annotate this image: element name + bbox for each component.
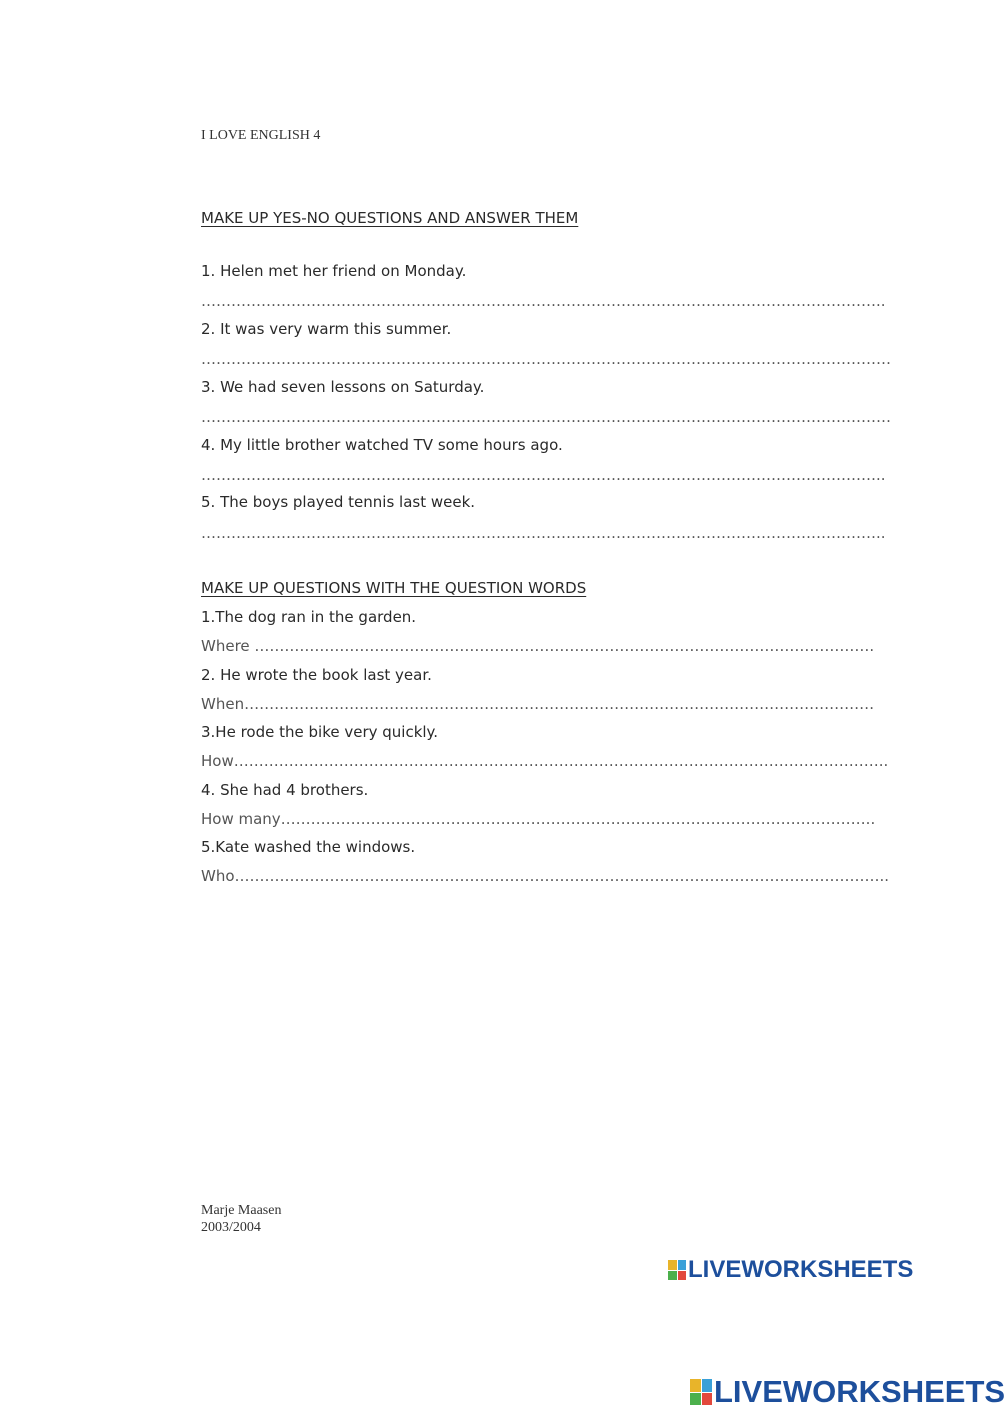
author-year: 2003/2004 [201, 1220, 261, 1235]
answer-line-5[interactable]: ……………………………………………………………………………………………………………………….. [201, 524, 886, 542]
liveworksheets-watermark-icon [690, 1379, 712, 1405]
statement-4: 4. She had 4 brothers. [201, 781, 369, 799]
worksheet-header: I LOVE ENGLISH 4 [201, 128, 321, 143]
question-line-when[interactable]: When……………………………………………………………………………………………………………… [201, 695, 875, 713]
answer-line-4[interactable]: ……………………………………………………………………………………………………………………….. [201, 466, 886, 484]
statement-1: 1.The dog ran in the garden. [201, 608, 417, 626]
sentence-3: 3. We had seven lessons on Saturday. [201, 378, 485, 396]
question-line-how[interactable]: How………………………………………………………………………………………………………………….. [201, 752, 889, 770]
liveworksheets-logo [668, 1256, 913, 1284]
liveworksheets-logo-text: LIVEWORKSHEETS [688, 1256, 914, 1283]
section-title-question-words: MAKE UP QUESTIONS WITH THE QUESTION WORDS [201, 579, 587, 597]
question-line-who[interactable]: Who………………………………………………………………………………………………………………….. [201, 867, 890, 885]
liveworksheets-watermark [690, 1374, 1005, 1410]
sentence-4: 4. My little brother watched TV some hours ago. [201, 436, 563, 454]
answer-line-3[interactable]: ………………………………………………………………………………………………………………………… [201, 408, 891, 426]
answer-line-1[interactable]: ……………………………………………………………………………………………………………………….. [201, 292, 886, 310]
question-line-where[interactable]: Where ……………………………………………………………………………………………………………. [201, 637, 875, 655]
answer-line-2[interactable]: ………………………………………………………………………………………………………………………… [201, 350, 891, 368]
statement-5: 5.Kate washed the windows. [201, 838, 416, 856]
sentence-2: 2. It was very warm this summer. [201, 320, 452, 338]
section-title-yes-no: MAKE UP YES-NO QUESTIONS AND ANSWER THEM [201, 209, 579, 227]
sentence-5: 5. The boys played tennis last week. [201, 493, 476, 511]
sentence-1: 1. Helen met her friend on Monday. [201, 262, 467, 280]
question-line-how-many[interactable]: How many……………………………………………………………………………………………………….. [201, 810, 876, 828]
author-name: Marje Maasen [201, 1203, 282, 1218]
liveworksheets-watermark-text: LIVEWORKSHEETS [714, 1374, 1005, 1409]
statement-2: 2. He wrote the book last year. [201, 666, 432, 684]
liveworksheets-logo-icon [668, 1260, 686, 1280]
statement-3: 3.He rode the bike very quickly. [201, 723, 439, 741]
